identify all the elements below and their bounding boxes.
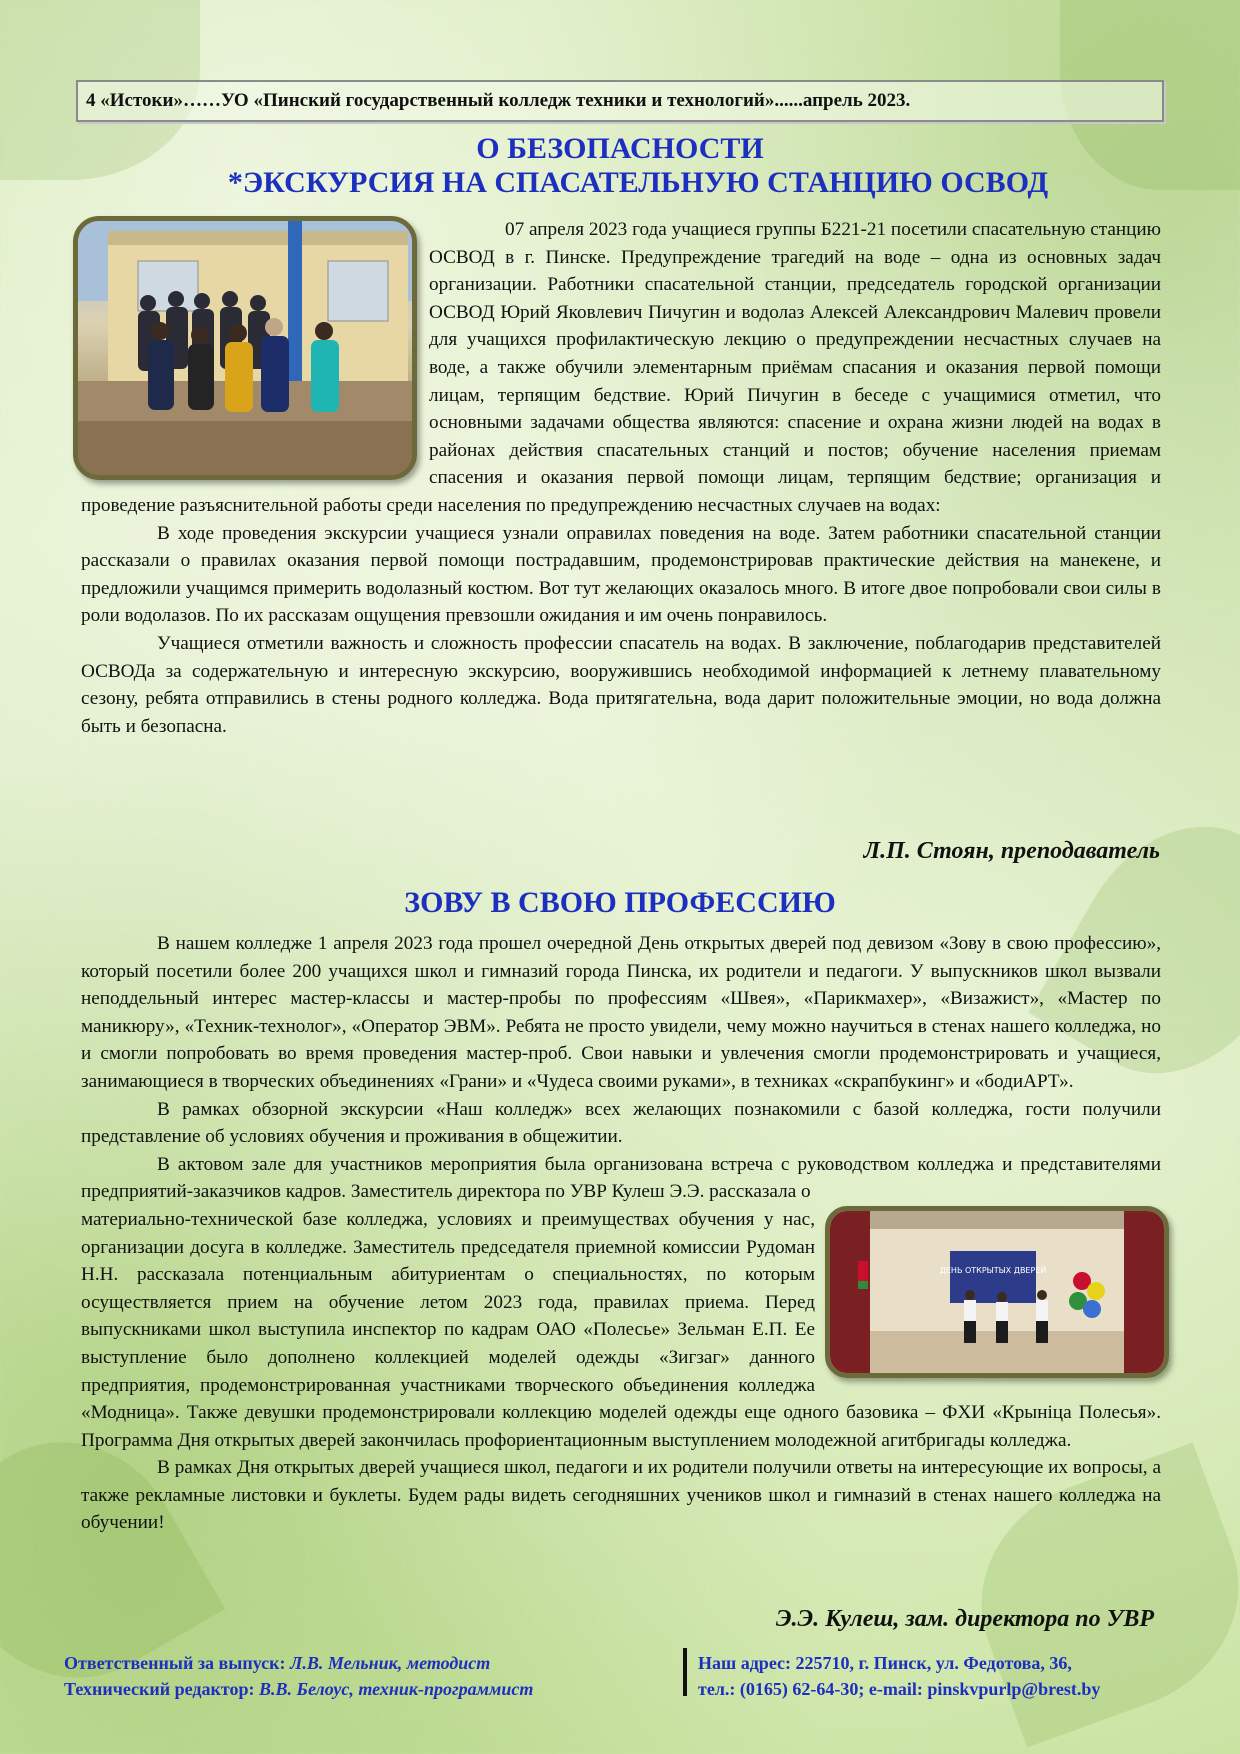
article1-paragraph: Учащиеся отметили важность и сложность профессии спасатель на водах. В заключение, поблагодарив представителей ОСВОДа за содержательную и интересную экскурсию, вооружившись необходимой информацией к летнему плавательному сезону, ребята отправились в стены родного колледжа. Вода притягательна, вода дарит положительные эмоции, но вода должна быть и безопасна.: [81, 632, 1161, 737]
open-day-stage-photo: [825, 1206, 1169, 1378]
rescue-station-group-photo: [73, 216, 417, 480]
responsible-label: Ответственный за выпуск:: [64, 1653, 286, 1673]
article2-paragraph: В рамках Дня открытых дверей учащиеся школ, педагоги и их родители получили ответы на интересующие их вопросы, а также рекламные листовки и буклеты. Будем рады видеть сегодняшних учеников школ и гимназий в стенах нашего колледжа на обучении!: [81, 1457, 1161, 1534]
stage-photo-illustration: [830, 1211, 1164, 1373]
article1-paragraph: 07 апреля 2023 года учащиеся группы Б221-21 посетили спасательную станцию ОСВОД в г. Пинске. Предупреждение трагедий на воде – одна из основных задач организации. Работники спасательной станции, председатель городской организации ОСВОД Юрий Яковлевич Пичугин и водолаз Алексей Александрович Малевич провели для учащихся профилактическую лекцию о предупреждении несчастных случаев на воде, а также обучили элементарным приёмам спасания и оказания первой помощи лицам, терпящим бедствие. Юрий Пичугин в беседе с учащимися отметил, что основными задачами общества являются: спасение и охрана жизни людей на водах в районах действия спасательных станций и постов; обучение населения приемам спасения и оказания первой помощи лицам, терпящим бедствие; организация и проведение разъяснительной работы среди населения по предупреждению несчастных случаев на водах:: [81, 219, 1161, 516]
article1-body: [81, 216, 1161, 740]
article2-body: [81, 930, 1161, 1537]
article2-paragraph: В нашем колледже 1 апреля 2023 года прошел очередной День открытых дверей под девизом «Зову в свою профессию», который посетили более 200 учащихся школ и гимназий города Пинска, их родители и педагоги. У выпускников школ вызвали неподдельный интерес мастер-классы и мастер-пробы по профессиям «Швея», «Парикмахер», «Визажист», «Мастер по маникюру», «Техник-технолог», «Оператор ЭВМ». Ребята не просто увидели, чему можно научиться в стенах нашего колледжа, но и смогли попробовать во время проведения мастер-проб. Свои навыки и увлечения смогли продемонстрировать и учащиеся, занимающиеся в творческих объединениях «Грани» и «Чудеса своими руками», в техниках «скрапбукинг» и «бодиАРТ».: [81, 933, 1161, 1092]
stage-screen-text: ДЕНЬ ОТКРЫТЫХ ДВЕРЕЙ: [939, 1265, 1047, 1275]
article1-title-line1: О БЕЗОПАСНОСТИ: [476, 132, 764, 165]
editor-name: В.В. Белоус, техник-программист: [259, 1679, 534, 1699]
article1-signature: Л.П. Стоян, преподаватель: [863, 838, 1160, 864]
article2-signature: Э.Э. Кулеш, зам. директора по УВР: [775, 1606, 1154, 1632]
footer-address: Наш адрес: 225710, г. Пинск, ул. Федотова, 36,: [698, 1653, 1072, 1673]
article1-paragraph: В ходе проведения экскурсии учащиеся узнали оправилах поведения на воде. Затем работники спасательной станции рассказали о правилах оказания первой помощи пострадавшим, продемонстрировав практические действия на манекене, и предложили учащимся примерить водолазный костюм. Вот тут желающих оказалось много. В итоге двое попробовали свои силы в роли водолазов. По их рассказам ощущения превзошли ожидания и им очень понравилось.: [81, 522, 1161, 627]
responsible-name: Л.В. Мельник, методист: [290, 1653, 491, 1673]
editor-label: Технический редактор:: [64, 1679, 255, 1699]
footer-phone-email: тел.: (0165) 62-64-30; e-mail: pinskvpurlp@brest.by: [698, 1679, 1101, 1699]
article2-paragraph: В актовом зале для участников мероприятия была организована встреча с руководством колледжа и представителями предприятий-заказчиков кадров. Заместитель директора по УВР Кулеш Э.Э. рассказала о: [81, 1153, 1161, 1203]
article2-title: ЗОВУ В СВОЮ ПРОФЕССИЮ: [404, 886, 836, 919]
footer-credits: [64, 1650, 533, 1702]
article2-paragraph: В рамках обзорной экскурсии «Наш колледж» всех желающих познакомили с базой колледжа, гости получили представление об условиях обучения и проживания в общежитии.: [81, 1098, 1161, 1148]
footer-contacts: [698, 1650, 1100, 1702]
page-header: 4 «Истоки»……УО «Пинский государственный колледж техники и технологий»......апрель 2023.: [76, 80, 1164, 122]
group-photo-illustration: [78, 221, 412, 475]
footer-divider: [683, 1648, 687, 1696]
article1-title-line2: *ЭКСКУРСИЯ НА СПАСАТЕЛЬНУЮ СТАНЦИЮ ОСВОД: [227, 166, 1049, 199]
article2-paragraph: материально-технической базе колледжа, условиях и преимуществах обучения у нас, организации досуга в колледже. Заместитель председателя приемной комиссии Рудоман Н.Н. рассказала потенциальным абитуриентам о специальностях, по которым осуществляется прием на обучение летом 2023 года, правилах приема. Перед выпускниками школ выступила инспектор по кадрам ОАО «Полесье» Зельман Е.П. Ее выступление было дополнено коллекцией моделей одежды «Зигзаг» данного предприятия, продемонстрированная участниками творческого объединения колледжа «Модница». Также девушки продемонстрировали коллекцию моделей одежды еще одного базовика – ФХИ «Крыніца Полесья». Программа Дня открытых дверей закончилась профориентационным выступлением молодежной агитбригады колледжа.: [81, 1208, 1161, 1451]
